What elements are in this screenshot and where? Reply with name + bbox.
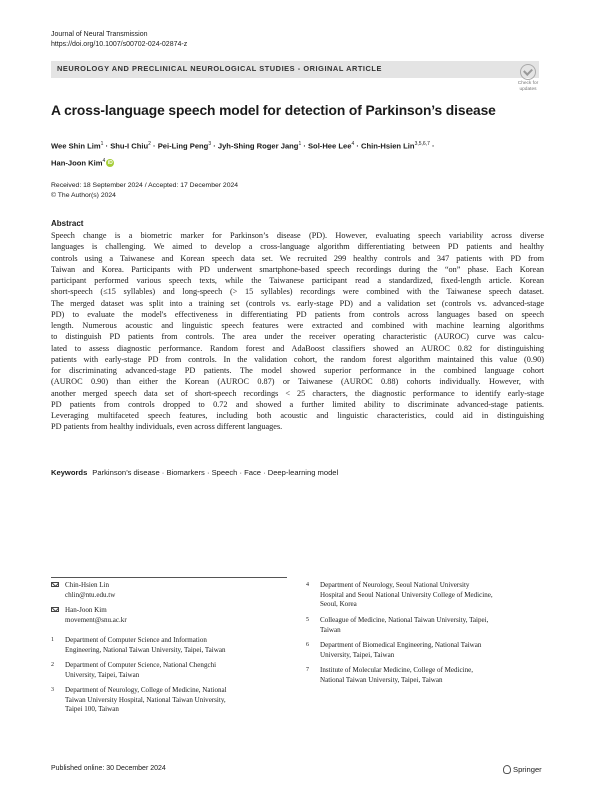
footnote-line: Department of Neurology, College of Medicine, National (65, 686, 227, 694)
keywords-label: Keywords (51, 468, 88, 477)
footnote-line: Taiwan (320, 625, 341, 634)
affiliation-number: 4 (306, 582, 309, 588)
section-banner (51, 61, 539, 78)
abstract-line: Taiwan and Korea. Participants with PD underwent smartphone-based speech recordings during the “on” phase. Each Korean (51, 264, 544, 274)
envelope-icon (51, 607, 59, 612)
abstract-line: patients with early-stage PD from controls. In the validation cohort, the random forest algorithm maintained this value (0.90) (51, 354, 544, 364)
copyright: © The Author(s) 2024 (51, 192, 116, 199)
email-link[interactable]: chlin@ntu.edu.tw (65, 590, 116, 599)
abstract-line: short-speech (≤15 syllables) and long-speech (> 15 syllables) recordings were combined with the Taiwanese speech dataset. (51, 287, 544, 297)
journal-header (51, 30, 187, 50)
footnote-line: Taiwan University Hospital, National Taiwan University, (65, 695, 226, 704)
abstract-line: (AUROC 0.90) than either the Korean (AUROC 0.87) or Taiwanese (AUROC 0.88) cohorts individually. However, with (51, 377, 544, 387)
affiliation-number: 2 (51, 662, 54, 668)
abstract-line: for discriminating advanced-stage PD patients. The model showed superior performance in the combined language cohort (51, 366, 544, 375)
published-date: Published online: 30 December 2024 (51, 765, 166, 772)
keywords (51, 468, 338, 477)
footnote-divider (51, 577, 287, 578)
article-title: A cross-language speech model for detection of Parkinson’s disease (51, 103, 496, 118)
footnote-line: Chin-Hsien Lin (65, 581, 110, 589)
abstract-line: The merged dataset was split into a training set (controls vs. early-stage PD) and a validation set (controls vs. advanced-stage (51, 298, 544, 308)
author-name[interactable]: Han-Joon Kim (51, 158, 103, 168)
author-name[interactable]: Pei-Ling Peng (157, 141, 209, 151)
abstract-line: PD patients from healthy individuals, even across different languages. (51, 422, 283, 432)
author-affiliation-ref: 1 (100, 141, 104, 147)
footnote-line: University, Taipei, Taiwan (65, 670, 140, 679)
author-affiliation-ref: 3 (208, 141, 212, 147)
check-for-updates-badge[interactable] (512, 64, 544, 94)
publisher-logo (503, 765, 542, 774)
footnote-line: Han-Joon Kim (65, 606, 107, 614)
author-name[interactable]: Wee Shin Lim (51, 141, 101, 151)
orcid-icon[interactable]: iD (107, 160, 113, 167)
author-affiliation-ref: 2 (148, 141, 151, 147)
affiliation-number: 7 (306, 667, 309, 673)
affiliation-number: 6 (306, 642, 309, 648)
abstract-heading: Abstract (51, 219, 84, 228)
doi-link[interactable]: https://doi.org/10.1007/s00702-024-02874-z (51, 41, 188, 48)
footnote-line: Engineering, National Taiwan University, Taipei, Taiwan (65, 645, 226, 654)
abstract-line: to distinguish PD patients from controls. The area under the receiver operating characteristic (AUROC) curve was calcu- (51, 332, 544, 342)
footnote-line: Institute of Molecular Medicine, College of Medicine, (320, 666, 474, 674)
abstract-line: PD) to evaluate the model's effectiveness in differentiating PD patients from controls across languages based on speech (51, 309, 544, 319)
author-name[interactable]: Jyh-Shing Roger Jang (217, 141, 299, 151)
affiliation-number: 3 (51, 687, 54, 693)
footnote-line: Seoul, Korea (320, 600, 357, 609)
received-accepted-dates: Received: 18 September 2024 / Accepted: 17 December 2024 (51, 182, 239, 189)
abstract-line: participant performed various speech texts, while the Taiwanese participant read a standardized, fixed-length article. Korean (51, 276, 544, 285)
abstract-line: controls using a Taiwanese and Korean speech data set. We recruited 299 healthy controls and 347 patients with PD from (51, 253, 544, 263)
springer-horse-icon (503, 765, 511, 774)
author-name[interactable]: Shu-I Chiu (110, 141, 149, 151)
author-affiliation-ref: 4 (351, 141, 355, 147)
footnote-line: Taipei 100, Taiwan (65, 705, 119, 714)
author-affiliation-ref: 4 (102, 157, 106, 164)
footnote-line: National Taiwan University, Taipei, Taiwan (320, 675, 443, 684)
envelope-icon (51, 582, 59, 587)
publisher-name: Springer (513, 765, 542, 774)
author-list: Wee Shin Lim$^1$ · Shu-I Chiu$^2$ · Pei-Ling Peng$^3$ · Jyh-Shing Roger Jang$^1$ · Sol-Hee Lee$^4$ · Chin-Hsien Lin$^{3,5,6,7}$ · Han-Joon Kim$^4$ iD (51, 141, 435, 168)
email-link[interactable]: movement@snu.ac.kr (65, 615, 127, 624)
author-affiliation-ref: 3,5,6,7 (414, 141, 430, 147)
abstract-line: lated to assess diagnostic performance. Random forest and AdaBoost classifiers showed an AUROC 0.82 for distinguishing (51, 343, 544, 353)
affiliation-number: 5 (306, 617, 309, 623)
abstract-body (51, 230, 544, 433)
footnote-line: University, Taipei, Taiwan (320, 650, 395, 659)
section-label: NEUROLOGY AND PRECLINICAL NEUROLOGICAL STUDIES - ORIGINAL ARTICLE (57, 64, 382, 73)
abstract-line: length. Numerous acoustic and linguistic speech features were extracted and combined with machine learning algorithms (51, 321, 544, 330)
footnote-line: Department of Neurology, Seoul National University (320, 581, 470, 589)
keywords-list: Parkinson’s disease · Biomarkers · Speech · Face · Deep-learning model (92, 468, 339, 477)
author-name[interactable]: Sol-Hee Lee (307, 141, 352, 151)
dates-block (51, 181, 238, 201)
check-updates-icon (520, 64, 536, 80)
author-name[interactable]: Chin-Hsien Lin (360, 141, 415, 151)
footnote-line: Department of Computer Science and Information (65, 636, 207, 644)
journal-name: Journal of Neural Transmission (51, 31, 148, 38)
abstract-line: Speech change is a biometric marker for Parkinson’s disease (PD). However, evaluating speech variability across diverse (51, 231, 544, 240)
footnote-line: Department of Biomedical Engineering, National Taiwan (320, 641, 482, 649)
affiliation-number: 1 (51, 637, 54, 643)
abstract-line: another merged speech data set of short-speech recordings < 25 characters, the diagnostic performance to identify early-stage (51, 388, 544, 398)
footnote-line: Department of Computer Science, National Chengchi (65, 661, 217, 669)
abstract-line: languages is challenging. We aimed to develop a cross-language algorithm differentiating between PD patients and healthy (51, 242, 544, 252)
badge-text-1: Check for (517, 81, 539, 86)
footnote-line: Hospital and Seoul National University College of Medicine, (320, 590, 493, 599)
author-affiliation-ref: 1 (298, 141, 302, 147)
badge-text-2: updates (519, 87, 537, 92)
abstract-line: Leveraging multifaceted speech features, including both acoustic and linguistic characteristics, could aid in distinguishing (51, 411, 544, 420)
footnote-line: Colleague of Medicine, National Taiwan University, Taipei, (320, 616, 489, 624)
abstract-line: PD patients from controls dropped to 0.72 and showed a further limited ability to discriminate advanced-stage patients. (51, 399, 544, 409)
